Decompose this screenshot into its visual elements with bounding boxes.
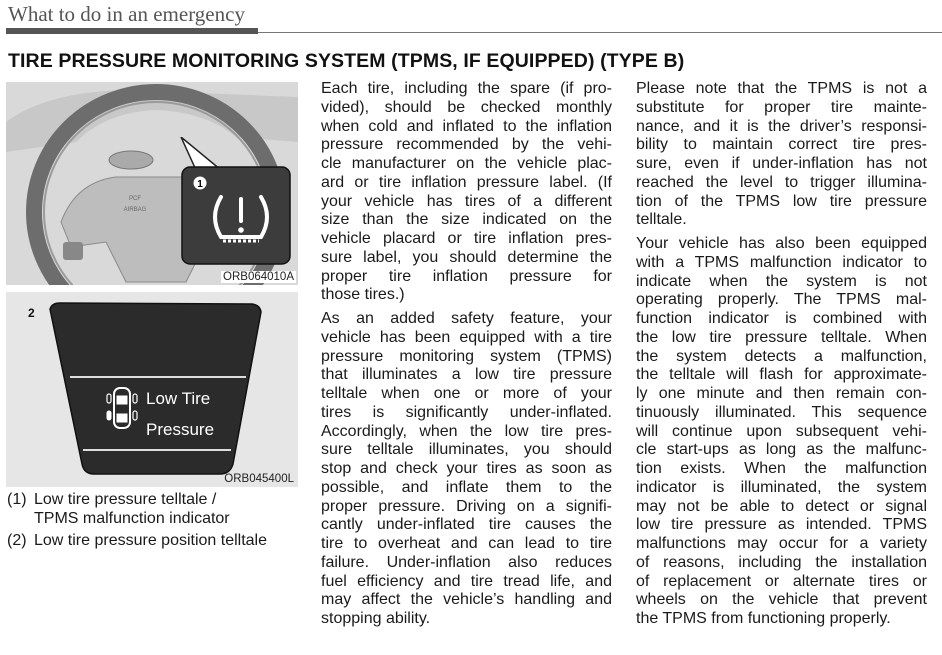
caption-number: (2) [7,532,27,549]
paragraph-line: when cold and inflated to the inflation [321,117,612,135]
paragraph-line: tires is significantly under-inflated. [321,403,612,421]
paragraph-line: will continue upon subsequent vehi- [636,422,927,440]
paragraph-line: sure label, you should determine the [321,248,612,266]
paragraph-line: substitute for proper tire mainte- [636,98,927,116]
paragraph-line: bility to maintain correct tire pres- [636,136,927,154]
telltale-callout [176,137,296,267]
paragraph-line: low tire pressure as intended. TPMS [636,516,927,534]
paragraph-line: tion of the TPMS low tire pressure [636,192,927,210]
paragraph-line: indicator is illuminated, the system [636,478,927,496]
marker-1: 1 [197,179,203,190]
paragraph-line: proper pressure. Driving on a signifi- [321,497,612,515]
paragraph-line: operating properly. The TPMS mal- [636,291,927,309]
caption-item [7,490,267,528]
paragraph-line: vehicle placard or tire inflation pres- [321,230,612,247]
figure-code: ORB045400L [224,473,294,485]
paragraph-line: vided), should be checked monthly [321,98,612,116]
caption-item [7,531,267,550]
caption-line: Low tire pressure position telltale [34,532,268,549]
figure-code: ORB064010A [223,271,294,283]
paragraph-line: ly one minute and then remain con- [636,385,927,402]
paragraph-line: tinuously illuminated. This sequence [636,403,927,421]
paragraph-line: of replacement or alternate tires or [636,572,927,590]
paragraph-line: stop and check your tires as soon as [321,460,612,477]
paragraph-line: Each tire, including the spare (if pro- [321,80,612,97]
text-column-middle [321,80,612,634]
paragraph-line: function indicator is combined with [636,310,927,327]
section-header: What to do in an emergency [8,2,245,26]
display-line-1: Low Tire [146,389,211,408]
paragraph-line: may affect the vehicle’s handling and [321,591,612,609]
marker-2: 2 [28,306,35,320]
paragraph-line: the TPMS from functioning properly. [636,610,891,627]
airbag-pcf-label: PCF [129,196,141,202]
display-line-2: Pressure [146,420,215,439]
paragraph-line: stopping ability. [321,610,431,627]
paragraph-line: those tires.) [321,286,405,304]
paragraph-line: cle start-ups as long as the malfunc- [636,441,927,459]
caption-text [34,490,230,528]
cluster-display-illustration [6,292,298,487]
caption-number: (1) [7,491,27,508]
header-bar [6,28,258,34]
caption-line: Low tire pressure telltale / [34,491,217,508]
paragraph-line: ard or tire inflation pressure label. (If [321,173,612,191]
paragraph-line: with a TPMS malfunction indicator to [636,253,927,271]
body-paragraph [636,80,927,230]
paragraph-line: your vehicle has tires of a different [321,192,612,210]
paragraph-line: pressure recommended by the vehi- [321,136,612,154]
paragraph-line: fuel efficiency and tire tread life, and [321,572,612,590]
paragraph-line: wheels on the vehicle that prevent [636,591,927,609]
paragraph-line: cle manufacturer on the vehicle plac- [321,155,612,172]
paragraph-line: cantly under-inflated tire causes the [321,516,612,534]
figure-captions [7,490,267,553]
paragraph-line: may not be able to detect or signal [636,497,927,515]
airbag-label: AIRBAG [123,207,147,213]
text-column-right [636,80,927,634]
paragraph-line: pressure monitoring system (TPMS) [321,347,612,365]
paragraph-line: that illuminates a low tire pressure [321,366,612,384]
paragraph-line: the low tire pressure telltale. When [636,328,927,346]
caption-line: TPMS malfunction indicator [34,510,230,527]
paragraph-line: vehicle has been equipped with a tire [321,328,612,346]
paragraph-line: tire to overheat and can lead to tire [321,535,612,552]
paragraph-line: proper tire inflation pressure for [321,267,612,285]
paragraph-line: indicate when the system is not [636,272,927,290]
paragraph-line: reached the level to trigger illumina- [636,173,927,191]
paragraph-line: sure, even if under-inflation has not [636,155,927,172]
figure-steering-wheel [6,82,298,285]
paragraph-line: Your vehicle has also been equipped [636,235,927,252]
paragraph-line: As an added safety feature, your [321,310,612,327]
figure-position-telltale [6,292,298,487]
paragraph-line: sure telltale illuminates, you should [321,441,612,459]
paragraph-line: tion exists. When the malfunction [636,460,927,477]
paragraph-line: size than the size indicated on the [321,211,612,229]
paragraph-line: of reasons, including the installation [636,553,927,571]
paragraph-line: possible, and inflate them to the [321,478,612,496]
body-paragraph [321,80,612,305]
paragraph-line: telltale. [636,211,687,229]
paragraph-line: telltale when one or more of your [321,385,612,402]
paragraph-line: Please note that the TPMS is not a [636,80,927,97]
header-rule [258,32,942,33]
page-title: TIRE PRESSURE MONITORING SYSTEM (TPMS, IF EQUIPPED) (TYPE B) [8,50,685,72]
paragraph-line: Accordingly, when the low tire pres- [321,422,612,440]
paragraph-line: failure. Under-inflation also reduces [321,553,612,571]
paragraph-line: the system detects a malfunction, [636,347,927,365]
body-paragraph [636,235,927,629]
paragraph-line: malfunctions may occur for a variety [636,535,927,552]
paragraph-line: nance, and it is the driver’s responsi- [636,117,927,135]
paragraph-line: the telltale will flash for approximate- [636,366,927,384]
body-paragraph [321,310,612,629]
